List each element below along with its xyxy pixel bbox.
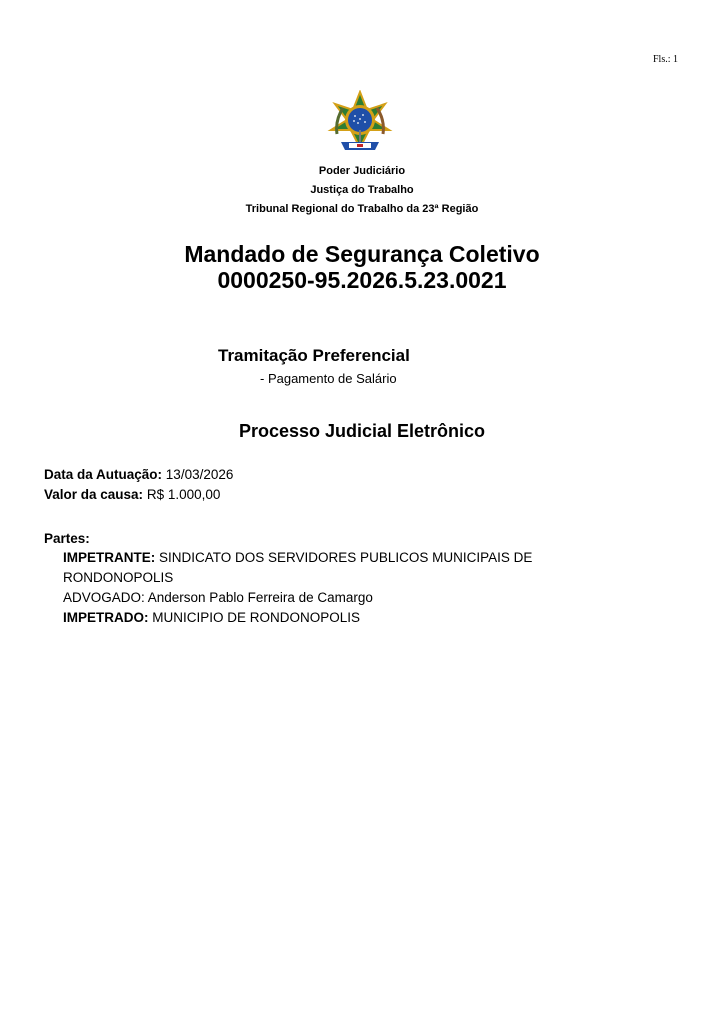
autuacao-date-label: Data da Autuação: (44, 467, 163, 482)
tramitacao-subitem: - Pagamento de Salário (260, 371, 397, 386)
impetrado-label: IMPETRADO: (63, 610, 149, 625)
party-advogado: ADVOGADO: Anderson Pablo Ferreira de Camargo (63, 590, 373, 605)
causa-value-amount: R$ 1.000,00 (146, 487, 221, 502)
autuacao-date-value: 13/03/2026 (165, 467, 234, 482)
impetrado-value: MUNICIPIO DE RONDONOPOLIS (152, 610, 361, 625)
party-impetrado (63, 608, 623, 628)
institution-line-2: Justiça do Trabalho (310, 184, 414, 196)
party-impetrante (63, 548, 623, 588)
tramitacao-label: Tramitação Preferencial (218, 346, 410, 365)
institution-line-3: Tribunal Regional do Trabalho da 23ª Região (245, 203, 479, 215)
impetrante-label: IMPETRANTE: (63, 550, 156, 565)
parties-label: Partes: (44, 531, 90, 546)
process-number: 0000250-95.2026.5.23.0021 (217, 267, 507, 293)
causa-value-label: Valor da causa: (44, 487, 144, 502)
document-title: Mandado de Segurança Coletivo (184, 241, 540, 267)
brazil-coat-of-arms-icon (327, 90, 393, 158)
page-marker: Fls.: 1 (652, 54, 678, 65)
causa-value (44, 487, 220, 502)
autuacao-date (44, 467, 233, 482)
institution-line-1: Poder Judiciário (318, 165, 406, 177)
impetrante-value: SINDICATO DOS SERVIDORES PUBLICOS MUNICIPAIS DE RONDONOPOLIS (63, 550, 533, 585)
system-label: Processo Judicial Eletrônico (238, 421, 486, 441)
